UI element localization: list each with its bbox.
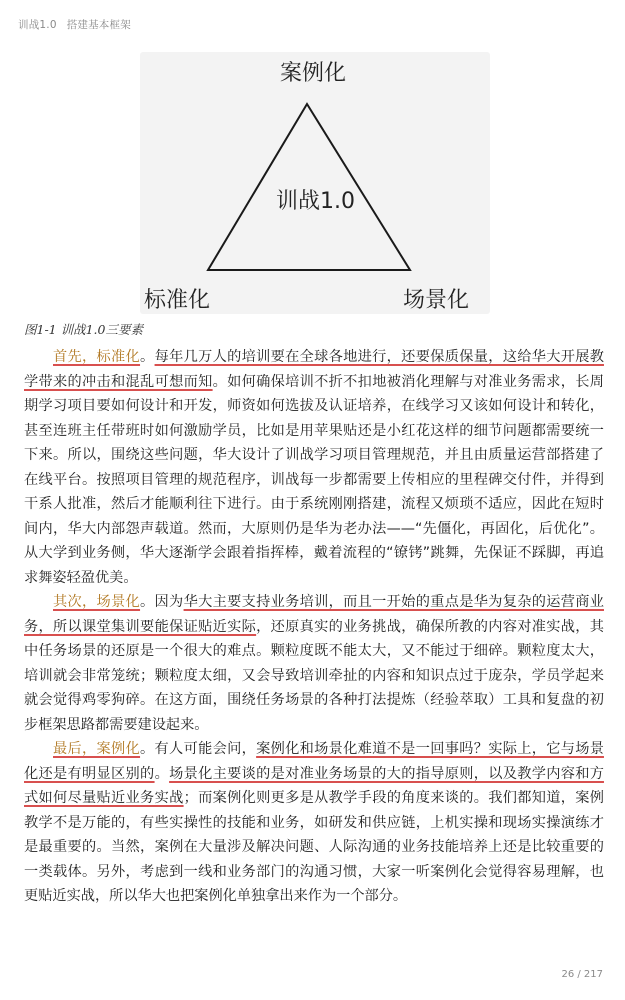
paragraph-case: 最后，案例化。有人可能会问，案例化和场景化难道不是一回事吗？实际上，它与场景化还是有明显区别的。场景化主要谈的是对准业务场景的大的指导原则，以及教学内容和方式如何尽量贴近业务实战；而案例化则更多是从教学手段的角度来谈的。我们都知道，案例教学不是万能的，有些实操性的技能和业务，如研发和供应链，上机实操和现场实操演练才是最重要的。当然，案例在大量涉及解决问题、人际沟通的业务技能培养上还是比较重要的一类载体。另外，考虑到一线和业务部门的沟通习惯，大家一听案例化会觉得容易理解，也更贴近实战，所以华大也把案例化单独拿出来作为一个部分。 bbox=[24, 741, 604, 904]
highlight-underline: 每年几万人的培训要在全球各地进行，还要保质保量，这给华大开展教学带来的冲击和混乱可想而知 bbox=[24, 349, 604, 390]
triangle-diagram bbox=[140, 52, 490, 314]
header-book-title: 训战1.0 bbox=[18, 19, 57, 31]
diagram-label-top: 案例化 bbox=[280, 61, 347, 86]
highlight-underline: 场景化主要谈的是对准业务场景的大的指导原则，以及教学内容和方式如何尽量贴近业务实战 bbox=[24, 765, 604, 806]
body-text bbox=[24, 345, 604, 909]
header-chapter-title: 搭建基本框架 bbox=[66, 19, 131, 31]
diagram-label-center: 训战1.0 bbox=[276, 189, 355, 214]
keyword-case: 最后，案例化 bbox=[53, 741, 141, 757]
paragraph-scenario: 其次，场景化。因为华大主要支持业务培训，而且一开始的重点是华为复杂的运营商业务，所以课堂集训要能保证贴近实际，还原真实的业务挑战，确保所教的内容对准实战，其中任务场景的还原是一个很大的难点。颗粒度既不能太大，又不能过于细碎。颗粒度太大，培训就会非常笼统；颗粒度太细，又会导致培训牵扯的内容和知识点过于庞杂，学员学起来就会觉得鸡零狗碎。在这方面，围绕任务场景的各种打法提炼（经验萃取）工具和复盘的初步框架思路都需要建设起来。 bbox=[24, 594, 604, 733]
paragraph-standardization: 首先，标准化。每年几万人的培训要在全球各地进行，还要保质保量，这给华大开展教学带来的冲击和混乱可想而知。如何确保培训不折不扣地被消化理解与对准业务需求，长周期学习项目要如何设计和开发，师资如何选拔及认证培养，在线学习又该如何设计和转化，甚至连班主任带班时如何激励学员，比如是用苹果贴还是小红花这样的细节问题都需要统一下来。所以，围绕这些问题，华大设计了训战学习项目管理规范，并且由质量运营部搭建了在线平台。按照项目管理的规范程序，训战每一步都需要上传相应的里程碑交付件，并得到干系人批准，然后才能顺利往下进行。由于系统刚刚搭建，流程又烦琐不适应，因此在短时间内，华大内部怨声载道。然而，大原则仍是华为老办法——“先僵化，再固化，后优化”。从大学到业务侧，华大逐渐学会跟着指挥棒，戴着流程的“镣铐”跳舞，先保证不踩脚，再追求舞姿轻盈优美。 bbox=[24, 349, 604, 586]
highlight-underline: 华大主要支持业务培训，而且一开始的重点是华为复杂的运营商业务，所以课堂集训要能保证贴近实际 bbox=[24, 594, 604, 635]
diagram-label-right: 场景化 bbox=[403, 288, 470, 313]
diagram-label-left: 标准化 bbox=[144, 288, 211, 313]
figure-caption: 图1-1 训战1.0三要素 bbox=[24, 322, 143, 337]
keyword-scenario: 其次，场景化 bbox=[53, 594, 141, 610]
keyword-standardization: 首先，标准化 bbox=[53, 349, 141, 365]
page-indicator: 26 / 217 bbox=[561, 969, 603, 980]
running-header bbox=[18, 17, 131, 32]
triangle-shape bbox=[140, 52, 490, 314]
highlight-underline: 案例化和场景化难道不是一回事吗？实际上，它与场景化还是有明显区别的 bbox=[24, 741, 604, 782]
